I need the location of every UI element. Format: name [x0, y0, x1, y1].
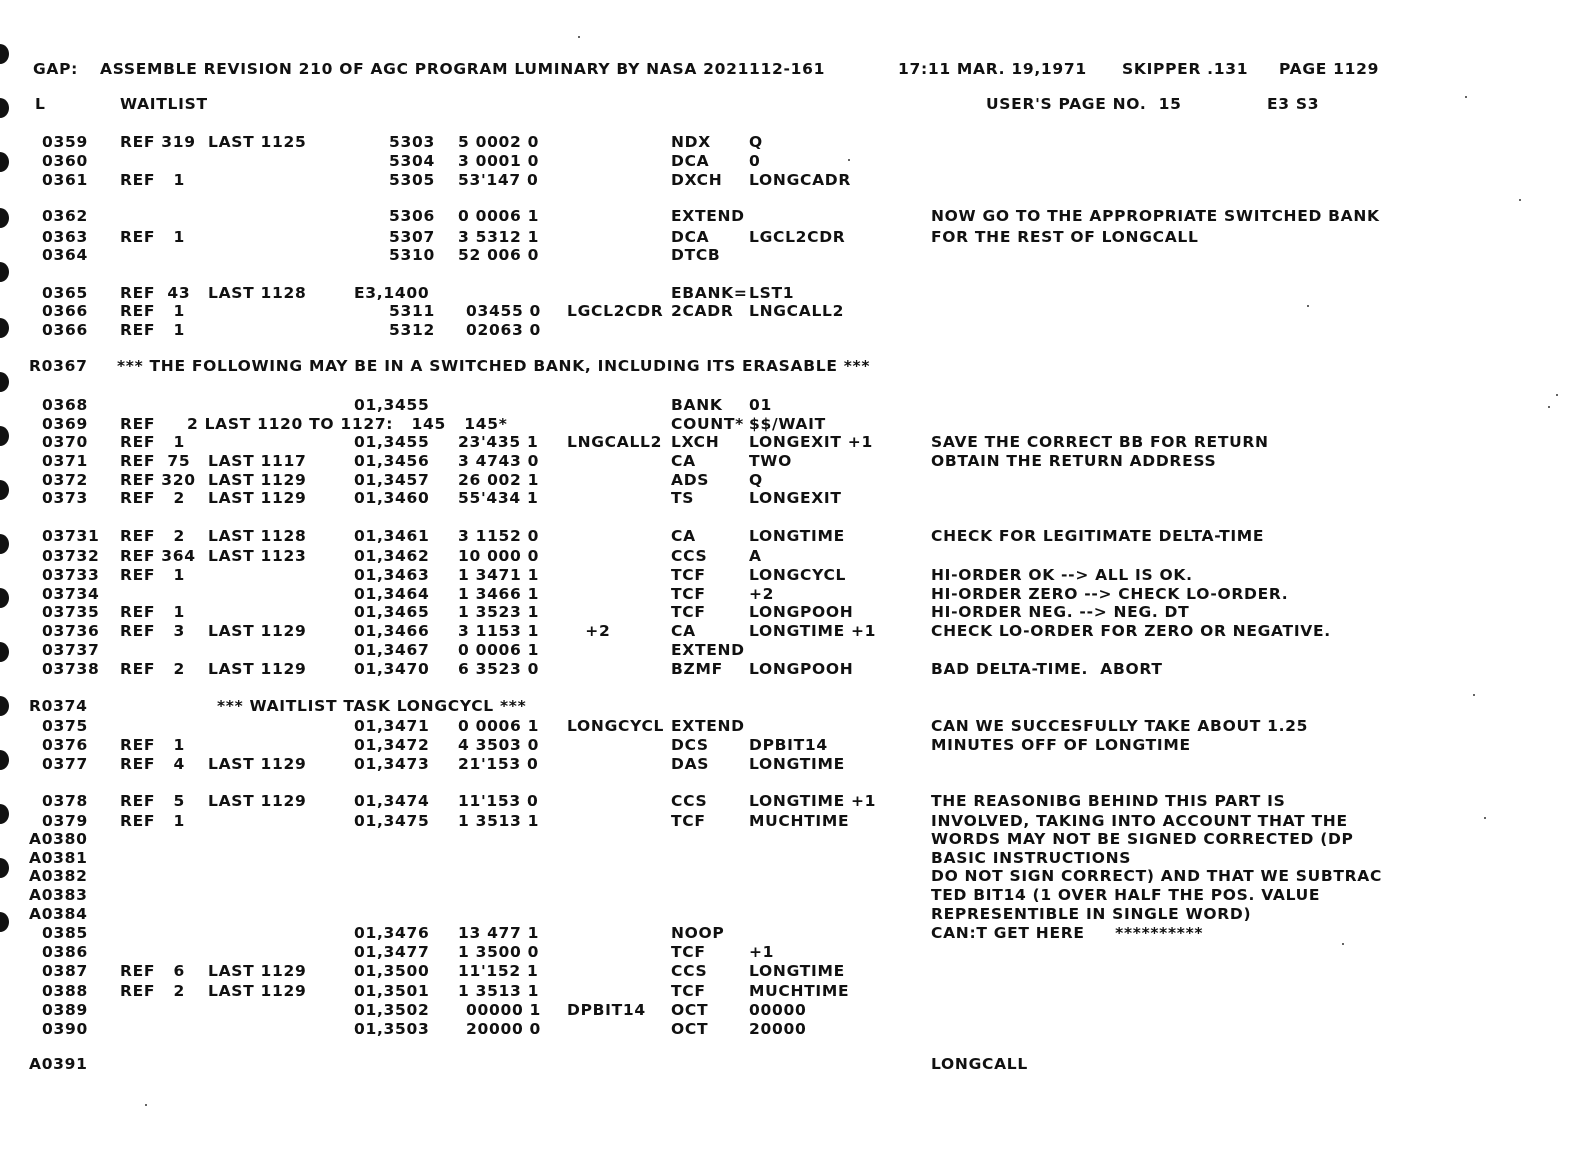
print-speck [1484, 817, 1486, 819]
print-speck [1342, 943, 1344, 945]
opcode: TCF [671, 812, 706, 830]
opcode: TCF [671, 603, 706, 621]
operand: DPBIT14 [749, 736, 828, 754]
memory-word: 0 0006 1 [458, 717, 540, 735]
operand: MUCHTIME [749, 982, 850, 1000]
binder-hole-icon [0, 208, 9, 228]
comment: SAVE THE CORRECT BB FOR RETURN [931, 433, 1269, 451]
line-number: 0378 [42, 792, 88, 810]
last-ref: LAST 1129 [208, 622, 307, 640]
address: 01,3455 [354, 433, 430, 451]
comment: OBTAIN THE RETURN ADDRESS [931, 452, 1217, 470]
print-speck [1465, 96, 1467, 98]
last-ref: LAST 1123 [208, 547, 307, 565]
ref-count: REF 1 [120, 566, 185, 584]
line-number: 0375 [42, 717, 88, 735]
ref-count: REF 1 [120, 736, 185, 754]
assembly-title: ASSEMBLE REVISION 210 OF AGC PROGRAM LUMINARY BY NASA 2021112-161 [100, 60, 826, 78]
line-number: 0379 [42, 812, 88, 830]
memory-word: 6 3523 0 [458, 660, 540, 678]
comment: HI-ORDER ZERO --> CHECK LO-ORDER. [931, 585, 1289, 603]
line-number: 0370 [42, 433, 88, 451]
operand: LONGPOOH [749, 603, 854, 621]
address: 01,3476 [354, 924, 430, 942]
ref-count: REF 319 [120, 133, 196, 151]
line-number: 0369 [42, 415, 88, 433]
line-number: 03738 [42, 660, 100, 678]
line-number: 0368 [42, 396, 88, 414]
comment: CHECK LO-ORDER FOR ZERO OR NEGATIVE. [931, 622, 1331, 640]
line-number: 03734 [42, 585, 100, 603]
ref-count: REF 3 [120, 622, 185, 640]
opcode: OCT [671, 1020, 709, 1038]
address: 01,3466 [354, 622, 430, 640]
memory-word: 3 1153 1 [458, 622, 540, 640]
opcode: OCT [671, 1001, 709, 1019]
opcode: BZMF [671, 660, 723, 678]
memory-word: 02063 0 [466, 321, 542, 339]
memory-word: 3 4743 0 [458, 452, 540, 470]
ref-count: REF 1 [120, 321, 185, 339]
users-page-number: USER'S PAGE NO. 15 [986, 95, 1182, 113]
address: 5311 [389, 302, 435, 320]
line-number: 03732 [42, 547, 100, 565]
line-number: R0367 [29, 357, 88, 375]
memory-word: 0 0006 1 [458, 207, 540, 225]
memory-word: 3 0001 0 [458, 152, 540, 170]
opcode: COUNT* [671, 415, 744, 433]
opcode: BANK [671, 396, 723, 414]
operand: LONGPOOH [749, 660, 854, 678]
opcode: TCF [671, 585, 706, 603]
operand: LGCL2CDR [749, 228, 846, 246]
last-ref: LAST 1117 [208, 452, 307, 470]
last-ref: 2 LAST 1120 TO 1127: 145 145* [187, 415, 508, 433]
last-ref: LAST 1129 [208, 962, 307, 980]
ref-count: REF 1 [120, 228, 185, 246]
bank-indicator: E3 S3 [1267, 95, 1320, 113]
comment: MINUTES OFF OF LONGTIME [931, 736, 1191, 754]
line-number: 0366 [42, 302, 88, 320]
address: 01,3471 [354, 717, 430, 735]
opcode: NOOP [671, 924, 725, 942]
memory-word: 11'152 1 [458, 962, 539, 980]
address: 01,3464 [354, 585, 430, 603]
memory-word: 5 0002 0 [458, 133, 540, 151]
address: 01,3463 [354, 566, 430, 584]
ref-count: REF 5 [120, 792, 185, 810]
opcode: DAS [671, 755, 710, 773]
comment: LONGCALL [931, 1055, 1028, 1073]
comment: BAD DELTA-TIME. ABORT [931, 660, 1163, 678]
line-number: 03736 [42, 622, 100, 640]
ref-count: REF 2 [120, 982, 185, 1000]
opcode: TCF [671, 982, 706, 1000]
line-number: A0384 [29, 905, 88, 923]
opcode: TCF [671, 566, 706, 584]
line-number: R0374 [29, 697, 88, 715]
opcode: EXTEND [671, 717, 745, 735]
memory-word: 03455 0 [466, 302, 542, 320]
listing-marker: L [35, 95, 46, 113]
binder-hole-icon [0, 152, 9, 172]
address: 01,3502 [354, 1001, 430, 1019]
binder-hole-icon [0, 696, 9, 716]
print-speck [578, 36, 580, 38]
comment: REPRESENTIBLE IN SINGLE WORD) [931, 905, 1252, 923]
line-number: 0364 [42, 246, 88, 264]
ref-count: REF 2 [120, 527, 185, 545]
address: 01,3477 [354, 943, 430, 961]
last-ref: LAST 1128 [208, 284, 307, 302]
line-number: 0386 [42, 943, 88, 961]
address: 5310 [389, 246, 435, 264]
comment: INVOLVED, TAKING INTO ACCOUNT THAT THE [931, 812, 1348, 830]
ref-count: REF 1 [120, 603, 185, 621]
last-ref: LAST 1129 [208, 471, 307, 489]
address: 01,3467 [354, 641, 430, 659]
binder-hole-icon [0, 750, 9, 770]
line-number: 0385 [42, 924, 88, 942]
comment: FOR THE REST OF LONGCALL [931, 228, 1199, 246]
line-number: A0383 [29, 886, 88, 904]
comment: NOW GO TO THE APPROPRIATE SWITCHED BANK [931, 207, 1380, 225]
opcode: NDX [671, 133, 711, 151]
binder-hole-icon [0, 262, 9, 282]
ref-count: REF 320 [120, 471, 196, 489]
last-ref: LAST 1129 [208, 792, 307, 810]
opcode: DXCH [671, 171, 723, 189]
address: 01,3461 [354, 527, 430, 545]
line-number: A0391 [29, 1055, 88, 1073]
memory-word: 21'153 0 [458, 755, 539, 773]
operand: TWO [749, 452, 792, 470]
ref-count: REF [120, 415, 156, 433]
line-number: 0390 [42, 1020, 88, 1038]
operand: LONGEXIT +1 [749, 433, 873, 451]
line-number: A0382 [29, 867, 88, 885]
ref-count: REF 43 [120, 284, 191, 302]
last-ref: LAST 1129 [208, 489, 307, 507]
memory-word: 1 3523 1 [458, 603, 540, 621]
memory-word: 13 477 1 [458, 924, 540, 942]
memory-word: 1 3471 1 [458, 566, 540, 584]
banner-text: *** THE FOLLOWING MAY BE IN A SWITCHED BANK, INCLUDING ITS ERASABLE *** [117, 357, 871, 375]
memory-word: 55'434 1 [458, 489, 539, 507]
line-number: 03733 [42, 566, 100, 584]
operand: LNGCALL2 [749, 302, 845, 320]
print-speck [1473, 694, 1475, 696]
ref-count: REF 4 [120, 755, 185, 773]
binder-hole-icon [0, 912, 9, 932]
operand: LONGTIME [749, 755, 845, 773]
last-ref: LAST 1129 [208, 755, 307, 773]
symbol-label: LNGCALL2 [567, 433, 663, 451]
print-speck [1556, 394, 1558, 396]
line-number: A0381 [29, 849, 88, 867]
line-number: 0372 [42, 471, 88, 489]
line-number: 0365 [42, 284, 88, 302]
line-number: 0389 [42, 1001, 88, 1019]
address: 01,3462 [354, 547, 430, 565]
binder-hole-icon [0, 588, 9, 608]
operand: LST1 [749, 284, 795, 302]
address: 01,3460 [354, 489, 430, 507]
opcode: DTCB [671, 246, 721, 264]
operand: LONGTIME +1 [749, 622, 877, 640]
line-number: 0376 [42, 736, 88, 754]
line-number: 03737 [42, 641, 100, 659]
memory-word: 52 006 0 [458, 246, 540, 264]
print-speck [1519, 199, 1521, 201]
address: 5307 [389, 228, 435, 246]
memory-word: 1 3500 0 [458, 943, 540, 961]
ref-count: REF 364 [120, 547, 196, 565]
memory-word: 10 000 0 [458, 547, 540, 565]
gap-label: GAP: [33, 60, 79, 78]
line-number: 0366 [42, 321, 88, 339]
binder-hole-icon [0, 858, 9, 878]
address: 01,3470 [354, 660, 430, 678]
memory-word: 11'153 0 [458, 792, 539, 810]
operand: +2 [749, 585, 775, 603]
opcode: EXTEND [671, 641, 745, 659]
memory-word: 00000 1 [466, 1001, 542, 1019]
ref-count: REF 2 [120, 489, 185, 507]
ref-count: REF 1 [120, 812, 185, 830]
line-number: 0377 [42, 755, 88, 773]
line-number: 0363 [42, 228, 88, 246]
memory-word: 3 1152 0 [458, 527, 540, 545]
memory-word: 53'147 0 [458, 171, 539, 189]
memory-word: 20000 0 [466, 1020, 542, 1038]
symbol-label: +2 [567, 622, 611, 640]
opcode: DCA [671, 152, 710, 170]
banner-text: *** WAITLIST TASK LONGCYCL *** [217, 697, 527, 715]
opcode: DCS [671, 736, 709, 754]
line-number: 0373 [42, 489, 88, 507]
address: 5304 [389, 152, 435, 170]
address: 01,3501 [354, 982, 430, 1000]
operand: A [749, 547, 762, 565]
print-speck [1307, 305, 1309, 307]
address: 01,3472 [354, 736, 430, 754]
line-number: 0387 [42, 962, 88, 980]
address: 01,3475 [354, 812, 430, 830]
opcode: CA [671, 527, 696, 545]
memory-word: 1 3513 1 [458, 982, 540, 1000]
operand: $$/WAIT [749, 415, 826, 433]
binder-hole-icon [0, 98, 9, 118]
comment: DO NOT SIGN CORRECT) AND THAT WE SUBTRAC [931, 867, 1383, 885]
ref-count: REF 1 [120, 171, 185, 189]
address: E3,1400 [354, 284, 430, 302]
operand: LONGCYCL [749, 566, 847, 584]
last-ref: LAST 1129 [208, 982, 307, 1000]
print-speck [1548, 406, 1550, 408]
ref-count: REF 75 [120, 452, 191, 470]
binder-hole-icon [0, 318, 9, 338]
line-number: 0360 [42, 152, 88, 170]
last-ref: LAST 1129 [208, 660, 307, 678]
section-title: WAITLIST [120, 95, 208, 113]
last-ref: LAST 1128 [208, 527, 307, 545]
address: 5305 [389, 171, 435, 189]
operand: MUCHTIME [749, 812, 850, 830]
binder-hole-icon [0, 534, 9, 554]
memory-word: 1 3466 1 [458, 585, 540, 603]
line-number: 0359 [42, 133, 88, 151]
opcode: EBANK= [671, 284, 748, 302]
line-number: 03735 [42, 603, 100, 621]
address: 5303 [389, 133, 435, 151]
binder-hole-icon [0, 44, 9, 64]
comment: CAN WE SUCCESFULLY TAKE ABOUT 1.25 [931, 717, 1309, 735]
operand: 01 [749, 396, 772, 414]
operand: Q [749, 471, 763, 489]
binder-hole-icon [0, 642, 9, 662]
timestamp: 17:11 MAR. 19,1971 [898, 60, 1087, 78]
operand: 0 [749, 152, 761, 170]
line-number: 0362 [42, 207, 88, 225]
memory-word: 1 3513 1 [458, 812, 540, 830]
address: 5312 [389, 321, 435, 339]
memory-word: 3 5312 1 [458, 228, 540, 246]
opcode: CCS [671, 547, 708, 565]
comment: HI-ORDER OK --> ALL IS OK. [931, 566, 1193, 584]
operand: Q [749, 133, 763, 151]
comment: TED BIT14 (1 OVER HALF THE POS. VALUE [931, 886, 1321, 904]
comment: THE REASONIBG BEHIND THIS PART IS [931, 792, 1286, 810]
opcode: CCS [671, 962, 708, 980]
opcode: ADS [671, 471, 710, 489]
operand: LONGTIME +1 [749, 792, 877, 810]
address: 01,3465 [354, 603, 430, 621]
address: 01,3457 [354, 471, 430, 489]
memory-word: 4 3503 0 [458, 736, 540, 754]
binder-hole-icon [0, 426, 9, 446]
opcode: TCF [671, 943, 706, 961]
opcode: 2CADR [671, 302, 734, 320]
opcode: LXCH [671, 433, 720, 451]
ref-count: REF 6 [120, 962, 185, 980]
skipper-label: SKIPPER .131 [1122, 60, 1249, 78]
opcode: CA [671, 452, 696, 470]
operand: 20000 [749, 1020, 807, 1038]
line-number: A0380 [29, 830, 88, 848]
opcode: TS [671, 489, 695, 507]
symbol-label: LGCL2CDR [567, 302, 664, 320]
print-speck [145, 1104, 147, 1106]
operand: LONGTIME [749, 527, 845, 545]
opcode: EXTEND [671, 207, 745, 225]
memory-word: 23'435 1 [458, 433, 539, 451]
line-number: 0361 [42, 171, 88, 189]
address: 01,3455 [354, 396, 430, 414]
address: 5306 [389, 207, 435, 225]
address: 01,3474 [354, 792, 430, 810]
address: 01,3473 [354, 755, 430, 773]
ref-count: REF 1 [120, 433, 185, 451]
operand: LONGTIME [749, 962, 845, 980]
operand: LONGEXIT [749, 489, 842, 507]
ref-count: REF 1 [120, 302, 185, 320]
operand: 00000 [749, 1001, 807, 1019]
address: 01,3503 [354, 1020, 430, 1038]
line-number: 0388 [42, 982, 88, 1000]
comment: WORDS MAY NOT BE SIGNED CORRECTED (DP [931, 830, 1354, 848]
memory-word: 0 0006 1 [458, 641, 540, 659]
symbol-label: LONGCYCL [567, 717, 665, 735]
operand: LONGCADR [749, 171, 851, 189]
operand: +1 [749, 943, 775, 961]
print-speck [848, 159, 850, 161]
comment: HI-ORDER NEG. --> NEG. DT [931, 603, 1190, 621]
ref-count: REF 2 [120, 660, 185, 678]
line-number: 0371 [42, 452, 88, 470]
last-ref: LAST 1125 [208, 133, 307, 151]
memory-word: 26 002 1 [458, 471, 540, 489]
binder-hole-icon [0, 804, 9, 824]
opcode: CA [671, 622, 696, 640]
opcode: DCA [671, 228, 710, 246]
address: 01,3500 [354, 962, 430, 980]
address: 01,3456 [354, 452, 430, 470]
binder-hole-icon [0, 372, 9, 392]
comment: BASIC INSTRUCTIONS [931, 849, 1132, 867]
symbol-label: DPBIT14 [567, 1001, 646, 1019]
comment: CAN:T GET HERE ********** [931, 924, 1204, 942]
opcode: CCS [671, 792, 708, 810]
line-number: 03731 [42, 527, 100, 545]
page-number: PAGE 1129 [1279, 60, 1380, 78]
binder-hole-icon [0, 480, 9, 500]
comment: CHECK FOR LEGITIMATE DELTA-TIME [931, 527, 1265, 545]
